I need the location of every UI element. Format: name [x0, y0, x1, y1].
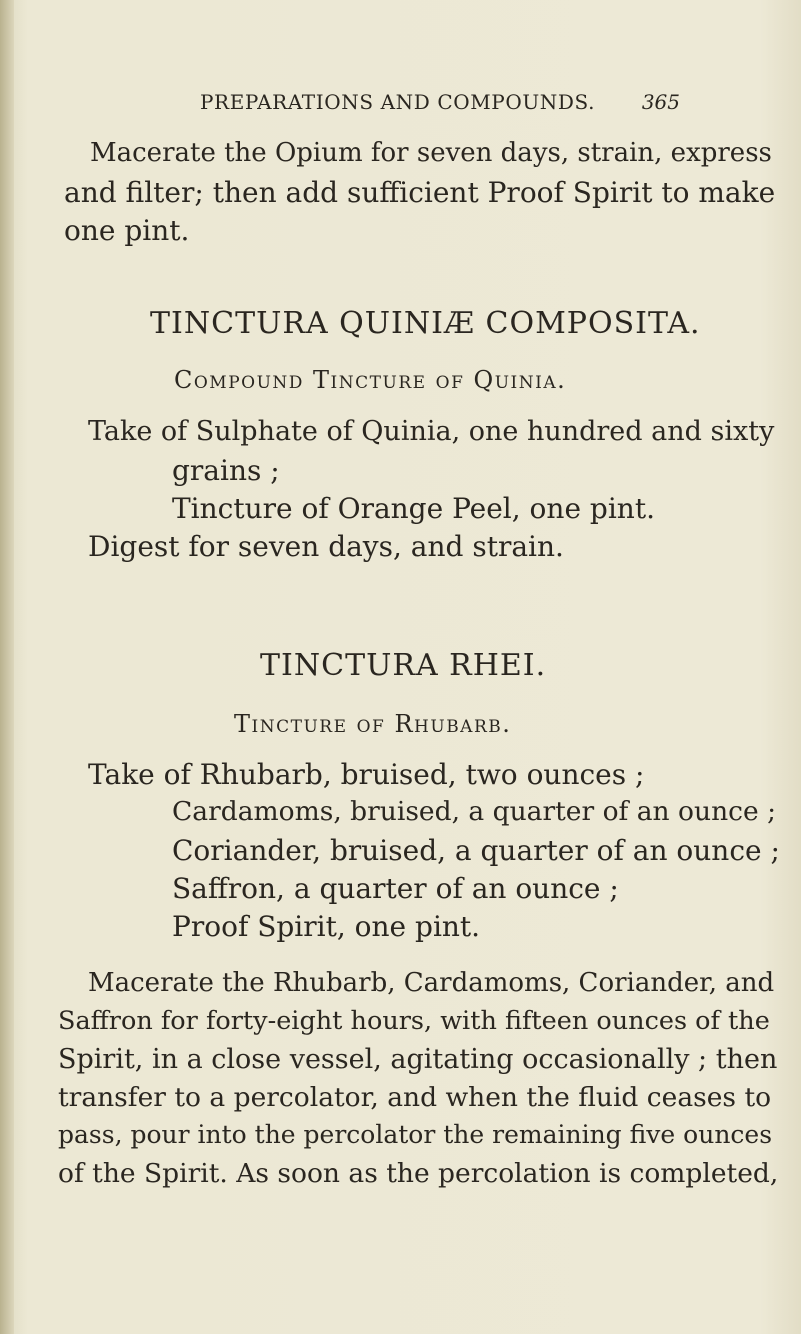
instruction-line: Digest for seven days, and strain. — [88, 530, 564, 563]
section-title-rhei: TINCTURA RHEI. — [260, 648, 547, 683]
ingredient-line: Proof Spirit, one pint. — [172, 910, 481, 943]
ingredient-line: Tincture of Orange Peel, one pint. — [172, 492, 655, 525]
ingredient-line: Take of Rhubarb, bruised, two ounces ; — [88, 758, 645, 791]
running-head: PREPARATIONS AND COMPOUNDS. — [200, 90, 596, 114]
page-edge — [0, 0, 14, 1334]
body-line: pass, pour into the percolator the remaining five ounces — [58, 1120, 773, 1149]
ingredient-line: Take of Sulphate of Quinia, one hundred and sixty — [88, 416, 775, 447]
body-line: of the Spirit. As soon as the percolation is completed, — [58, 1158, 779, 1189]
body-line: and filter; then add sufficient Proof Spirit to make — [64, 176, 776, 209]
body-line: Macerate the Opium for seven days, strain, express — [90, 138, 772, 168]
body-line: Macerate the Rhubarb, Cardamoms, Coriander, and — [88, 968, 775, 998]
ingredient-line: Cardamoms, bruised, a quarter of an ounce ; — [172, 796, 777, 827]
section-subtitle-quinia: Compound Tincture of Quinia. — [174, 366, 567, 394]
body-line: Saffron for forty-eight hours, with fifteen ounces of the — [58, 1006, 770, 1036]
ingredient-line: Saffron, a quarter of an ounce ; — [172, 872, 619, 905]
section-title-quinia: TINCTURA QUINIÆ COMPOSITA. — [150, 306, 701, 341]
body-line: transfer to a percolator, and when the fluid ceases to — [58, 1082, 772, 1113]
ingredient-line: grains ; — [172, 454, 280, 487]
body-line: Spirit, in a close vessel, agitating occasionally ; then — [58, 1044, 778, 1075]
section-subtitle-rhei: Tincture of Rhubarb. — [234, 710, 512, 738]
page-number: 365 — [641, 90, 680, 114]
page-header — [200, 90, 680, 120]
ingredient-line: Coriander, bruised, a quarter of an ounce ; — [172, 834, 780, 867]
body-line: one pint. — [64, 214, 190, 247]
